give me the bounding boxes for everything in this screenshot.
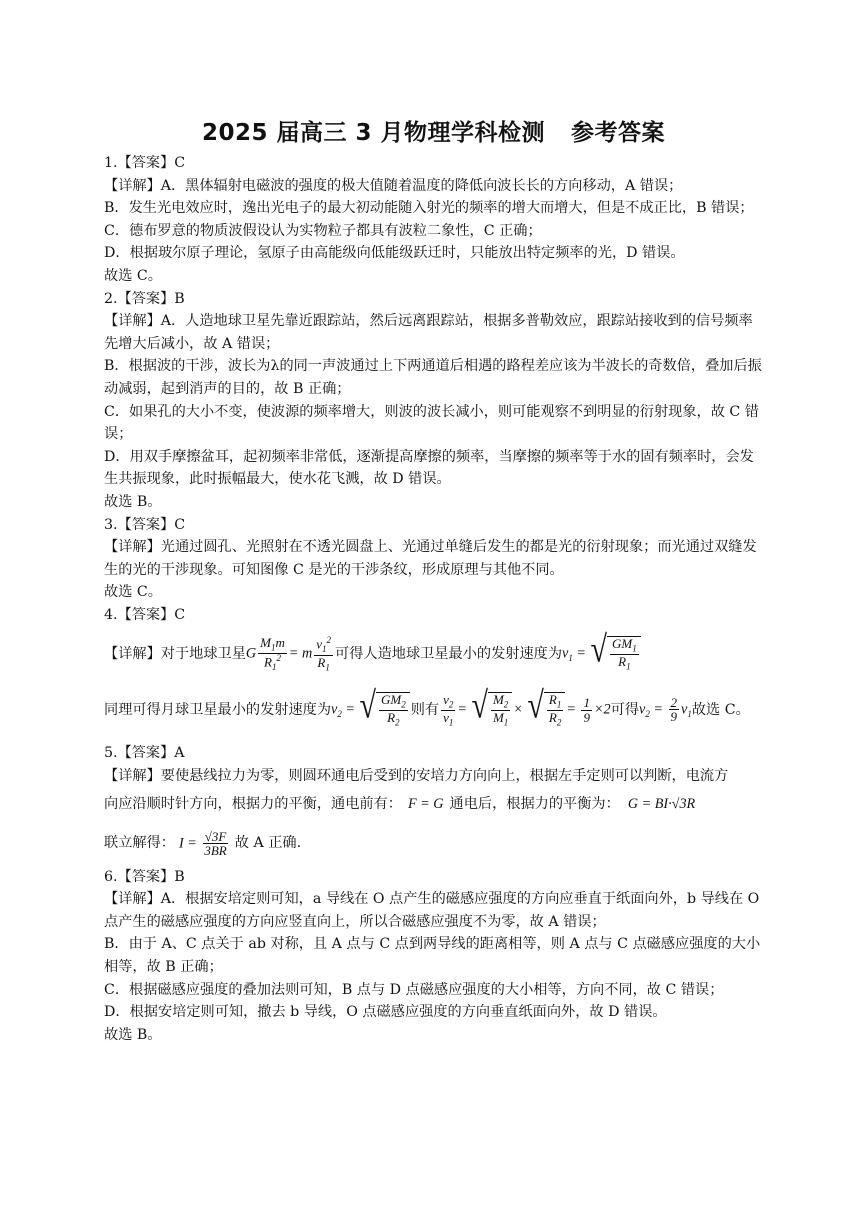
q4-formula-line-1 xyxy=(104,626,764,682)
formula-g-equals-bi: G = BI·√3R xyxy=(627,796,696,813)
q2-line: 【详解】A．人造地球卫星先靠近跟踪站，然后远离跟踪站，根据多普勒效应，跟踪站接收到的信号频率先增大后减小，故 A 错误； xyxy=(104,313,753,352)
q5-text: 通电后，根据力的平衡为： xyxy=(449,796,620,813)
q1-line: 故选 C。 xyxy=(104,267,162,284)
q6-line: 【详解】A．根据安培定则可知，a 导线在 O 点产生的磁感应强度的方向应垂直于纸面向外，b 导线在 O 点产生的磁感应强度的方向应竖直向上，所以合磁感应强度不为零，故 A 错误； xyxy=(104,891,760,930)
q3-answer: 3.【答案】C xyxy=(104,516,186,533)
q1-line: D．根据玻尔原子理论，氢原子由高能级向低能级跃迁时，只能放出特定频率的光，D 错误。 xyxy=(104,245,685,262)
q5-text: 故 A 正确. xyxy=(234,835,302,852)
formula-gravity-balance: G $\frac{M_1m}{R_1^2}$ = m $\frac{v_1^2}{R_1}$ xyxy=(245,635,332,673)
q5-text: 向应沿顺时针方向，根据力的平衡，通电前有： xyxy=(104,796,402,813)
title-sub: 参考答案 xyxy=(571,120,666,146)
q1-line: 【详解】A．黑体辐射电磁波的强度的极大值随着温度的降低向波长长的方向移动，A 错误； xyxy=(104,177,683,194)
q5-result-line xyxy=(104,822,764,866)
q5-text: 联立解得： xyxy=(104,835,175,852)
formula-v1: $v_1$ = √ $\frac{GM_1}{R_1}$ xyxy=(562,636,642,672)
q6-answer: 6.【答案】B xyxy=(104,868,185,885)
q4-text: 则有 xyxy=(410,702,440,719)
page-title xyxy=(0,114,867,147)
q4-formula-line-2 xyxy=(104,682,764,738)
formula-v2-result: $v_2$ = $\frac{2}{9}$ $v_1$ xyxy=(639,694,692,725)
q1-line: C．德布罗意的物质波假设认为实物粒子都具有波粒二象性，C 正确； xyxy=(104,222,542,239)
q6-line: B．由于 A、C 点关于 ab 对称，且 A 点与 C 点到两导线的距离相等，则 A 点与 C 点磁感应强度的大小相等，故 B 正确； xyxy=(104,936,761,976)
title-main: 2025 届高三 3 月物理学科检测 xyxy=(201,120,546,146)
q5-answer: 5.【答案】A xyxy=(104,745,185,762)
answers-body xyxy=(104,152,764,1046)
formula-v2: $v_2$ = √ $\frac{GM_2}{R_2}$ xyxy=(331,692,411,728)
q2-line: C．如果孔的大小不变，使波源的频率增大，则波的波长减小，则可能观察不到明显的衍射现象，故 C 错误； xyxy=(104,403,759,443)
q3-line: 【详解】光通过圆孔、光照射在不透光圆盘上、光通过单缝后发生的都是光的衍射现象；而光通过双缝发生的光的干涉现象。可知图像 C 是光的干涉条纹，形成原理与其他不同。 xyxy=(104,539,757,578)
q4-text: 可得 xyxy=(610,702,640,719)
q4-text: 【详解】对于地球卫星 xyxy=(104,646,246,663)
q2-line: D．用双手摩擦盆耳，起初频率非常低，逐渐提高摩擦的频率，当摩擦的频率等于水的固有频率时，会发生共振现象，此时振幅最大，使水花飞溅，故 D 错误。 xyxy=(104,448,754,488)
q5-formula-line xyxy=(104,788,764,822)
q6-line: 故选 B。 xyxy=(104,1026,162,1043)
q2-answer: 2.【答案】B xyxy=(104,290,185,307)
formula-current: I = $\frac{√3F}{3BR}$ xyxy=(178,828,227,859)
q1-line: B．发生光电效应时，逸出光电子的最大初动能随入射光的频率的增大而增大，但是不成正比，B 错误； xyxy=(104,200,754,217)
q3-line: 故选 C。 xyxy=(104,584,162,601)
q4-text: 故选 C。 xyxy=(691,702,750,719)
q4-text: 可得人造地球卫星最小的发射速度为 xyxy=(335,646,563,663)
q4-text: 同理可得月球卫星最小的发射速度为 xyxy=(104,702,332,719)
q5-line: 【详解】要使悬线拉力为零，则圆环通电后受到的安培力方向向上，根据左手定则可以判断，电流方 xyxy=(104,768,729,785)
q6-line: D．根据安培定则可知，撤去 b 导线，O 点磁感应强度的方向垂直纸面向外，故 D 错误。 xyxy=(104,1004,667,1021)
formula-ratio: $\frac{v_2}{v_1}$ = √ $\frac{M_2}{M_1}$ × √ $\frac{R_1}{R_2}$ = $\frac{1}{9}$ ×2 xyxy=(443,685,611,729)
formula-f-equals-g: F = G xyxy=(407,796,444,813)
q2-line: 故选 B。 xyxy=(104,493,162,510)
q4-answer: 4.【答案】C xyxy=(104,606,186,623)
q1-answer: 1.【答案】C xyxy=(104,155,186,171)
q6-line: C．根据磁感应强度的叠加法则可知，B 点与 D 点磁感应强度的大小相等，方向不同，故 C 错误； xyxy=(104,981,724,998)
q2-line: B．根据波的干涉，波长为λ的同一声波通过上下两通道后相遇的路程差应该为半波长的奇数倍，叠加后振动减弱，起到消声的目的，故 B 正确； xyxy=(104,358,762,397)
